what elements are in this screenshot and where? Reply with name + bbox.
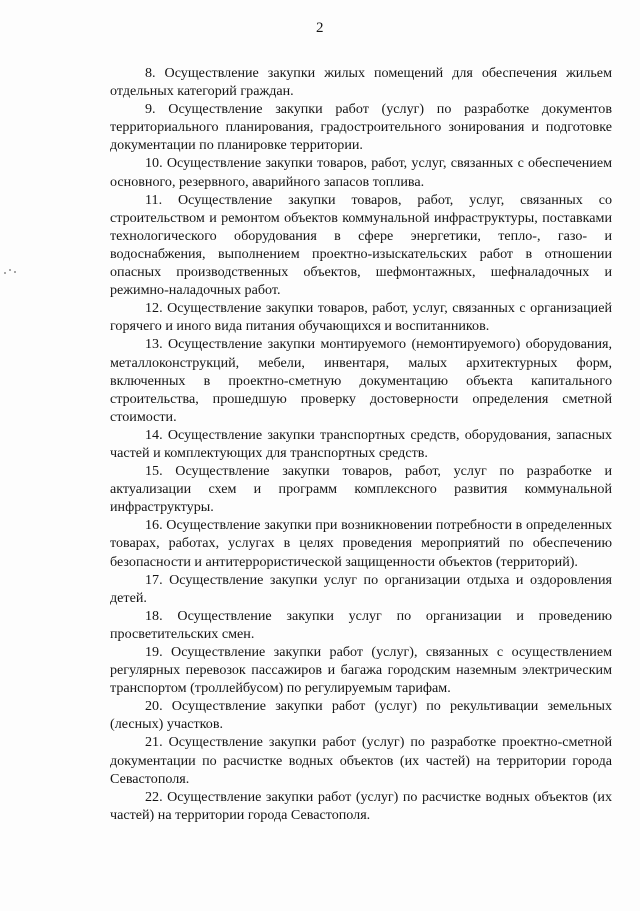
list-item-22: 22. Осуществление закупки работ (услуг) по расчистке водных объектов (их частей) на территории города Севастополя. [110,788,612,823]
list-item-18: 18. Осуществление закупки услуг по организации и проведению просветительских смен. [110,607,612,642]
list-item-10: 10. Осуществление закупки товаров, работ, услуг, связанных с обеспечением основного, резервного, аварийного запасов топлива. [110,155,612,190]
scan-artifact-mark [4,266,18,276]
list-item-11: 11. Осуществление закупки товаров, работ, услуг, связанных со строительством и ремонтом объектов коммунальной инфраструктуры, поставками технологического оборудования в сфере энергетики, тепло-, газо- и водоснабжения, выполнением проектно-изыскательских работ в отношении опасных производственных объектов, шефмонтажных, шефналадочных и режимно-наладочных работ. [110,191,612,299]
list-item-12: 12. Осуществление закупки товаров, работ, услуг, связанных с организацией горячего и иного вида питания обучающихся и воспитанников. [110,300,612,335]
list-item-21: 21. Осуществление закупки работ (услуг) по разработке проектно-сметной документации по расчистке водных объектов (их частей) на территории города Севастополя. [110,734,612,787]
list-item-8: 8. Осуществление закупки жилых помещений для обеспечения жильем отдельных категорий граждан. [110,65,612,100]
document-body [110,64,612,824]
page-number: 2 [316,20,324,36]
list-item-15: 15. Осуществление закупки товаров, работ, услуг по разработке и актуализации схем и программ комплексного развития коммунальной инфраструктуры. [110,463,612,516]
list-item-14: 14. Осуществление закупки транспортных средств, оборудования, запасных частей и комплектующих для транспортных средств. [110,426,612,461]
list-item-19: 19. Осуществление закупки работ (услуг), связанных с осуществлением регулярных перевозок пассажиров и багажа городским наземным электрическим транспортом (троллейбусом) по регулируемым тарифам. [110,644,612,697]
list-item-20: 20. Осуществление закупки работ (услуг) по рекультивации земельных (лесных) участков. [110,698,612,733]
list-item-13: 13. Осуществление закупки монтируемого (немонтируемого) оборудования, металлоконструкций, мебели, инвентаря, малых архитектурных форм, включенных в проектно-сметную документацию объекта капитального строительства, прошедшую проверку достоверности определения сметной стоимости. [110,336,612,425]
list-item-9: 9. Осуществление закупки работ (услуг) по разработке документов территориального планирования, градостроительного зонирования и подготовке документации по планировке территории. [110,101,612,154]
list-item-16: 16. Осуществление закупки при возникновении потребности в определенных товарах, работах, услугах в целях проведения мероприятий по обеспечению безопасности и антитеррористической защищенности объектов (территорий). [110,517,612,570]
list-item-17: 17. Осуществление закупки услуг по организации отдыха и оздоровления детей. [110,571,612,606]
